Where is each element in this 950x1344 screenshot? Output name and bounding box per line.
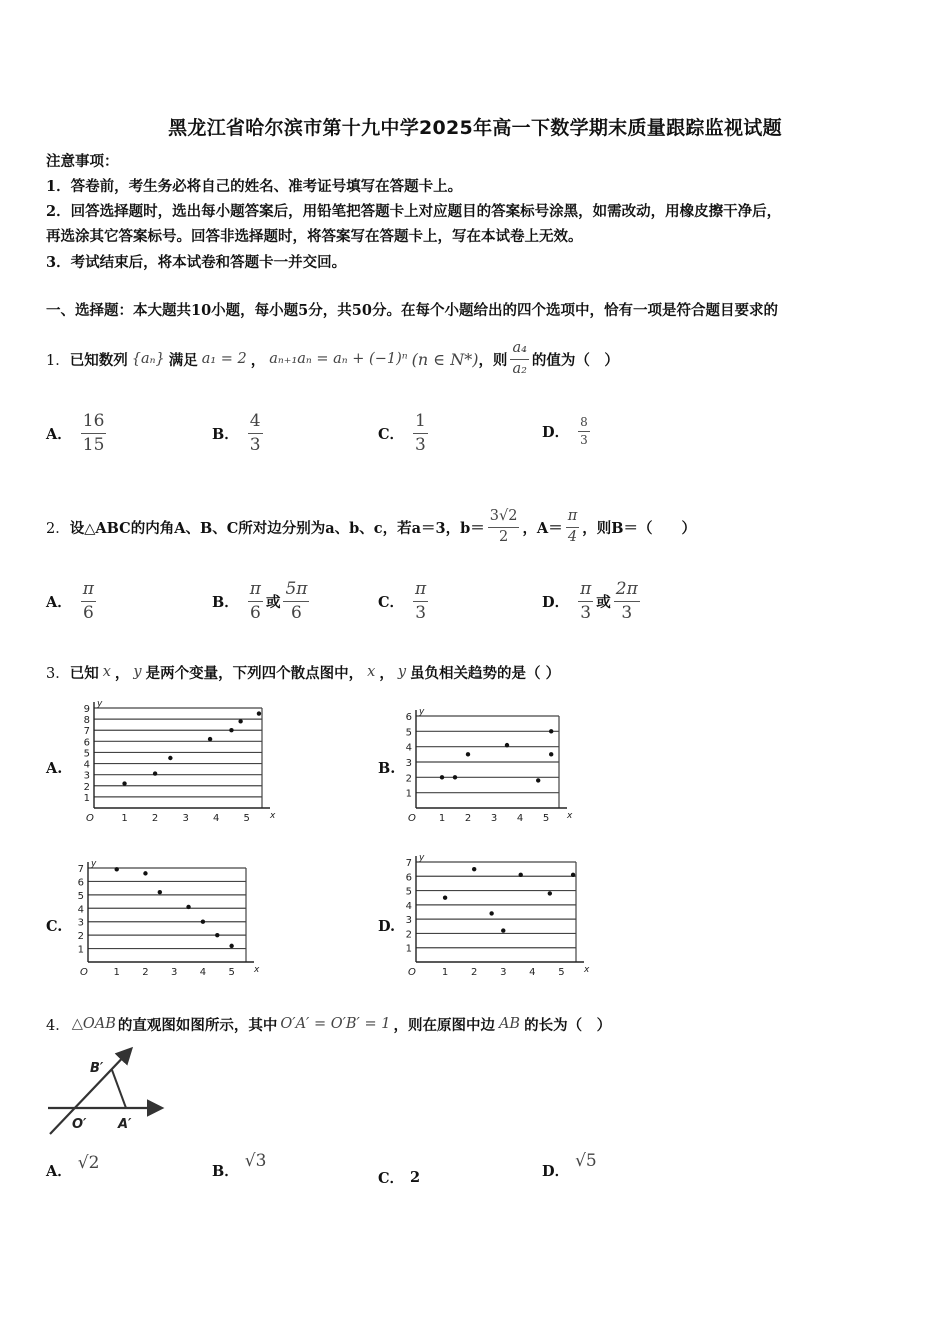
q1-fraction bbox=[510, 341, 528, 378]
y-tick-label: 2 bbox=[405, 773, 412, 785]
q3-option-b-label: B. bbox=[378, 760, 396, 777]
data-point bbox=[536, 778, 540, 782]
q1-option-a-value bbox=[81, 412, 107, 454]
q3-option-b[interactable] bbox=[378, 760, 395, 777]
notice-line-1: 1．答卷前，考生务必将自己的姓名、准考证号填写在答题卡上。 bbox=[46, 178, 463, 195]
notice-line-3: 3．考试结束后，将本试卷和答题卡一并交回。 bbox=[46, 254, 347, 271]
q2-number: 2． bbox=[46, 520, 70, 537]
q1-frac-den: a₂ bbox=[512, 360, 527, 377]
q4-option-c[interactable] bbox=[378, 1167, 420, 1188]
data-point bbox=[440, 775, 444, 779]
q4-option-d[interactable] bbox=[542, 1150, 597, 1181]
y-tick-label: 6 bbox=[405, 872, 412, 884]
q1-option-c-den: 3 bbox=[415, 434, 426, 455]
y-tick-label: 4 bbox=[405, 742, 412, 754]
q3-var-y-2: y bbox=[397, 664, 407, 680]
data-point bbox=[501, 928, 505, 932]
q4-label-o: O′ bbox=[72, 1117, 87, 1132]
x-tick-label: 2 bbox=[151, 813, 159, 824]
scatter-chart-b bbox=[398, 706, 573, 826]
q4-figure bbox=[44, 1044, 168, 1140]
y-tick-label: 3 bbox=[83, 770, 90, 782]
page-title: 黑龙江省哈尔滨市第十九中学2025年高一下数学期末质量跟踪监视试题 bbox=[168, 117, 782, 139]
y-axis-label: y bbox=[91, 859, 97, 869]
q3-option-a-label: A. bbox=[46, 760, 63, 777]
q2-option-c-value bbox=[413, 580, 428, 622]
scatter-chart-c bbox=[70, 858, 260, 980]
y-tick-label: 6 bbox=[77, 877, 84, 889]
q4-option-c-label: C． bbox=[378, 1170, 405, 1187]
q4-option-a-value: √2 bbox=[77, 1152, 100, 1173]
y-tick-label: 1 bbox=[405, 788, 412, 800]
q2-option-c-num: π bbox=[413, 580, 428, 602]
y-tick-label: 7 bbox=[77, 864, 84, 875]
data-point bbox=[238, 719, 242, 723]
q3-text-1: 已知 bbox=[69, 664, 99, 682]
q3-var-y: y bbox=[133, 664, 142, 680]
q4-segment-ab-line bbox=[112, 1070, 126, 1108]
data-point bbox=[519, 873, 523, 877]
origin-label: O bbox=[80, 967, 88, 978]
q1-cond-1: a₁ = 2 bbox=[201, 351, 247, 367]
y-tick-label: 5 bbox=[77, 890, 84, 902]
y-tick-label: 7 bbox=[405, 858, 412, 869]
q4-option-a[interactable] bbox=[46, 1152, 100, 1181]
q3-comma: ， bbox=[114, 664, 130, 682]
x-tick-label: 3 bbox=[500, 967, 507, 978]
x-axis-label: x bbox=[270, 811, 276, 821]
y-tick-label: 8 bbox=[83, 715, 90, 727]
q1-option-c-label: C． bbox=[378, 425, 405, 443]
q3-text-2: 是两个变量，下列四个散点图中， bbox=[145, 664, 364, 682]
q4-condition: O′A′ = O′B′ = 1 bbox=[280, 1016, 391, 1032]
q2-option-b-den-2: 6 bbox=[291, 602, 302, 623]
y-tick-label: 4 bbox=[83, 759, 90, 771]
data-point bbox=[158, 890, 162, 894]
notice-line-2a: 2．回答选择题时，选出每小题答案后，用铅笔把答题卡上对应题目的答案标号涂黑，如需改动，用橡皮擦干净后， bbox=[46, 203, 782, 220]
q2-option-b-or: 或 bbox=[265, 593, 281, 611]
data-point bbox=[143, 871, 147, 875]
y-tick-label: 3 bbox=[405, 758, 412, 769]
q2-option-d-value-1 bbox=[578, 580, 593, 622]
q2-a-value bbox=[566, 509, 580, 546]
q2-option-d-den-2: 3 bbox=[621, 602, 633, 623]
q3-number: 3． bbox=[46, 665, 70, 682]
data-point bbox=[208, 737, 212, 741]
y-tick-label: 6 bbox=[83, 737, 90, 749]
x-tick-label: 3 bbox=[490, 813, 498, 824]
x-tick-label: 2 bbox=[470, 967, 478, 978]
q1-text-1: 已知数列 bbox=[69, 351, 128, 369]
q4-text-2: ，则在原图中边 bbox=[393, 1016, 495, 1034]
x-tick-label: 5 bbox=[558, 967, 565, 978]
data-point bbox=[229, 728, 233, 732]
q1-option-d-value bbox=[578, 416, 590, 447]
q4-option-b[interactable] bbox=[212, 1150, 267, 1181]
q1-option-c-num: 1 bbox=[413, 412, 428, 434]
q2-b-den: 2 bbox=[498, 528, 509, 545]
q3-option-d-label: D. bbox=[378, 918, 396, 935]
q3-option-c-label: C. bbox=[46, 918, 63, 935]
q2-b-value bbox=[488, 509, 520, 546]
question-2 bbox=[46, 500, 696, 554]
y-tick-label: 2 bbox=[77, 931, 84, 943]
data-point bbox=[122, 781, 126, 785]
question-4 bbox=[46, 1012, 611, 1036]
q1-option-c-value bbox=[413, 412, 428, 454]
q4-option-a-label: A． bbox=[46, 1163, 72, 1180]
q2-option-b-num-2: 5π bbox=[283, 580, 309, 602]
y-tick-label: 1 bbox=[83, 792, 90, 804]
y-axis-label: y bbox=[419, 707, 425, 717]
data-point bbox=[549, 752, 553, 756]
q2-option-a-value bbox=[81, 580, 96, 622]
section-heading: 一、选择题：本大题共10小题，每小题5分，共50分。在每个小题给出的四个选项中，恰有一项是符合题目要求的 bbox=[46, 302, 778, 319]
data-point bbox=[168, 756, 172, 760]
data-point bbox=[115, 867, 119, 871]
x-tick-label: 4 bbox=[212, 813, 220, 824]
q3-option-c[interactable] bbox=[46, 918, 62, 935]
q2-option-b[interactable] bbox=[212, 580, 312, 622]
q1-option-b-value bbox=[248, 412, 263, 454]
q1-option-a-num: 16 bbox=[81, 412, 107, 434]
q1-option-b-num: 4 bbox=[248, 412, 263, 434]
q4-option-b-value: √3 bbox=[244, 1150, 267, 1171]
q2-text-2: ，A＝ bbox=[522, 519, 563, 537]
q3-option-a[interactable] bbox=[46, 760, 62, 777]
notice-heading: 注意事项： bbox=[46, 153, 119, 170]
q2-option-d-or: 或 bbox=[596, 593, 611, 611]
y-tick-label: 2 bbox=[405, 929, 412, 941]
origin-label: O bbox=[408, 813, 416, 824]
y-tick-label: 1 bbox=[77, 944, 84, 956]
notice-line-2b: 再选涂其它答案标号。回答非选择题时，将答案写在答题卡上，写在本试卷上无效。 bbox=[46, 228, 583, 245]
data-point bbox=[548, 891, 552, 895]
q2-option-c-label: C． bbox=[378, 593, 405, 611]
origin-label: O bbox=[86, 813, 94, 824]
q2-option-a[interactable] bbox=[46, 580, 99, 622]
q4-text-3: 的长为（ ） bbox=[524, 1016, 612, 1034]
q2-option-d[interactable] bbox=[542, 580, 643, 622]
x-tick-label: 4 bbox=[529, 967, 536, 978]
q1-option-d-num: 8 bbox=[578, 416, 590, 432]
x-tick-label: 2 bbox=[142, 967, 149, 978]
q1-cond-3: (n ∈ N*) bbox=[411, 349, 479, 369]
y-tick-label: 6 bbox=[405, 712, 412, 723]
q4-segment-ab: AB bbox=[498, 1016, 521, 1032]
x-axis-label: x bbox=[254, 965, 260, 975]
q1-option-b-den: 3 bbox=[249, 434, 261, 455]
data-point bbox=[257, 711, 261, 715]
q3-comma-2: ， bbox=[379, 664, 394, 682]
origin-label: O bbox=[408, 967, 416, 978]
q4-triangle: △OAB bbox=[71, 1016, 116, 1032]
x-tick-label: 4 bbox=[516, 813, 524, 824]
q2-option-c[interactable] bbox=[378, 580, 431, 622]
q2-option-d-value-2 bbox=[614, 580, 640, 622]
data-point bbox=[472, 867, 476, 871]
q2-option-b-label: B． bbox=[212, 593, 239, 611]
y-axis-label: y bbox=[97, 699, 103, 709]
q1-option-d[interactable] bbox=[542, 416, 593, 447]
q1-option-a[interactable] bbox=[46, 412, 109, 454]
data-point bbox=[215, 933, 219, 937]
q3-var-x-2: x bbox=[367, 664, 376, 680]
q2-b-num: 3√2 bbox=[488, 509, 520, 528]
x-tick-label: 5 bbox=[228, 967, 235, 978]
scatter-chart-a bbox=[76, 698, 276, 826]
q2-option-b-value-1 bbox=[248, 580, 263, 622]
q2-option-d-label: D． bbox=[542, 593, 570, 611]
q1-option-b[interactable] bbox=[212, 412, 266, 454]
q1-option-d-label: D． bbox=[542, 424, 570, 442]
x-tick-label: 1 bbox=[113, 967, 120, 978]
x-tick-label: 1 bbox=[438, 813, 446, 824]
y-tick-label: 1 bbox=[405, 943, 412, 955]
x-axis-label: x bbox=[567, 811, 573, 821]
q2-option-b-den-1: 6 bbox=[249, 602, 261, 623]
q1-option-d-den: 3 bbox=[580, 433, 588, 448]
data-point bbox=[153, 771, 157, 775]
y-tick-label: 4 bbox=[77, 904, 84, 916]
data-point bbox=[571, 873, 575, 877]
q1-frac-num: a₄ bbox=[510, 341, 528, 360]
q2-option-b-value-2 bbox=[283, 580, 309, 622]
x-tick-label: 1 bbox=[441, 967, 449, 978]
x-tick-label: 2 bbox=[464, 813, 472, 824]
data-point bbox=[549, 729, 553, 733]
x-tick-label: 4 bbox=[199, 967, 207, 978]
q1-option-a-label: A． bbox=[46, 425, 72, 443]
q1-text-4: 的值为（ ） bbox=[531, 351, 619, 369]
y-tick-label: 2 bbox=[83, 781, 90, 793]
data-point bbox=[505, 743, 509, 747]
q2-a-num: π bbox=[566, 509, 580, 528]
question-1 bbox=[46, 334, 619, 384]
q3-option-d[interactable] bbox=[378, 918, 395, 935]
q2-text-1: 设△ABC的内角A、B、C所对边分别为a、b、c，若a＝3，b＝ bbox=[69, 519, 485, 537]
q2-option-d-num-2: 2π bbox=[614, 580, 640, 602]
q4-option-c-value: 2 bbox=[410, 1169, 421, 1186]
q1-option-c[interactable] bbox=[378, 412, 431, 454]
y-tick-label: 7 bbox=[83, 726, 90, 738]
q4-label-b: B′ bbox=[90, 1061, 104, 1076]
q3-var-x: x bbox=[102, 664, 111, 680]
y-tick-label: 3 bbox=[77, 917, 84, 929]
q2-text-3: ，则B＝（ ） bbox=[582, 519, 696, 537]
q3-text-3: 虽负相关趋势的是（ ） bbox=[410, 664, 561, 682]
x-tick-label: 1 bbox=[121, 813, 128, 824]
q4-label-a: A′ bbox=[118, 1117, 132, 1132]
y-tick-label: 5 bbox=[83, 748, 90, 760]
y-tick-label: 5 bbox=[405, 727, 412, 739]
x-tick-label: 3 bbox=[182, 813, 189, 824]
y-tick-label: 4 bbox=[405, 900, 412, 912]
x-tick-label: 5 bbox=[542, 813, 550, 824]
q2-a-den: 4 bbox=[567, 528, 578, 545]
scatter-chart-d bbox=[398, 852, 590, 980]
q1-number: 1． bbox=[46, 352, 70, 369]
q2-option-d-den-1: 3 bbox=[580, 602, 592, 623]
data-point bbox=[443, 896, 447, 900]
q4-text-1: 的直观图如图所示，其中 bbox=[117, 1016, 278, 1034]
q1-cond-2: aₙ₊₁aₙ = aₙ + (−1)ⁿ bbox=[269, 351, 408, 367]
q1-option-a-den: 15 bbox=[82, 434, 105, 455]
data-point bbox=[453, 775, 457, 779]
q1-text-3: ，则 bbox=[478, 351, 508, 369]
q2-option-c-den: 3 bbox=[415, 602, 427, 623]
question-3 bbox=[46, 660, 560, 684]
y-tick-label: 9 bbox=[83, 704, 90, 715]
y-axis-label: y bbox=[419, 853, 425, 863]
q1-sep: ， bbox=[250, 351, 266, 369]
q1-option-b-label: B． bbox=[212, 425, 239, 443]
data-point bbox=[466, 752, 470, 756]
q2-option-a-label: A． bbox=[46, 593, 72, 611]
data-point bbox=[186, 905, 190, 909]
q2-option-b-num-1: π bbox=[248, 580, 263, 602]
data-point bbox=[201, 920, 205, 924]
q2-option-d-num-1: π bbox=[578, 580, 593, 602]
q1-text-2: 满足 bbox=[168, 351, 198, 369]
data-point bbox=[489, 911, 493, 915]
q1-sequence: {aₙ} bbox=[131, 351, 165, 367]
x-axis-label: x bbox=[584, 965, 590, 975]
q4-option-b-label: B． bbox=[212, 1163, 239, 1180]
q2-option-a-den: 6 bbox=[82, 602, 94, 623]
data-point bbox=[229, 944, 233, 948]
q4-option-d-label: D． bbox=[542, 1163, 570, 1180]
y-tick-label: 5 bbox=[405, 886, 412, 898]
q4-option-d-value: √5 bbox=[575, 1150, 597, 1171]
x-tick-label: 3 bbox=[170, 967, 178, 978]
x-tick-label: 5 bbox=[243, 813, 250, 824]
q4-number: 4． bbox=[46, 1017, 70, 1034]
q2-option-a-num: π bbox=[81, 580, 96, 602]
y-tick-label: 3 bbox=[405, 915, 412, 927]
